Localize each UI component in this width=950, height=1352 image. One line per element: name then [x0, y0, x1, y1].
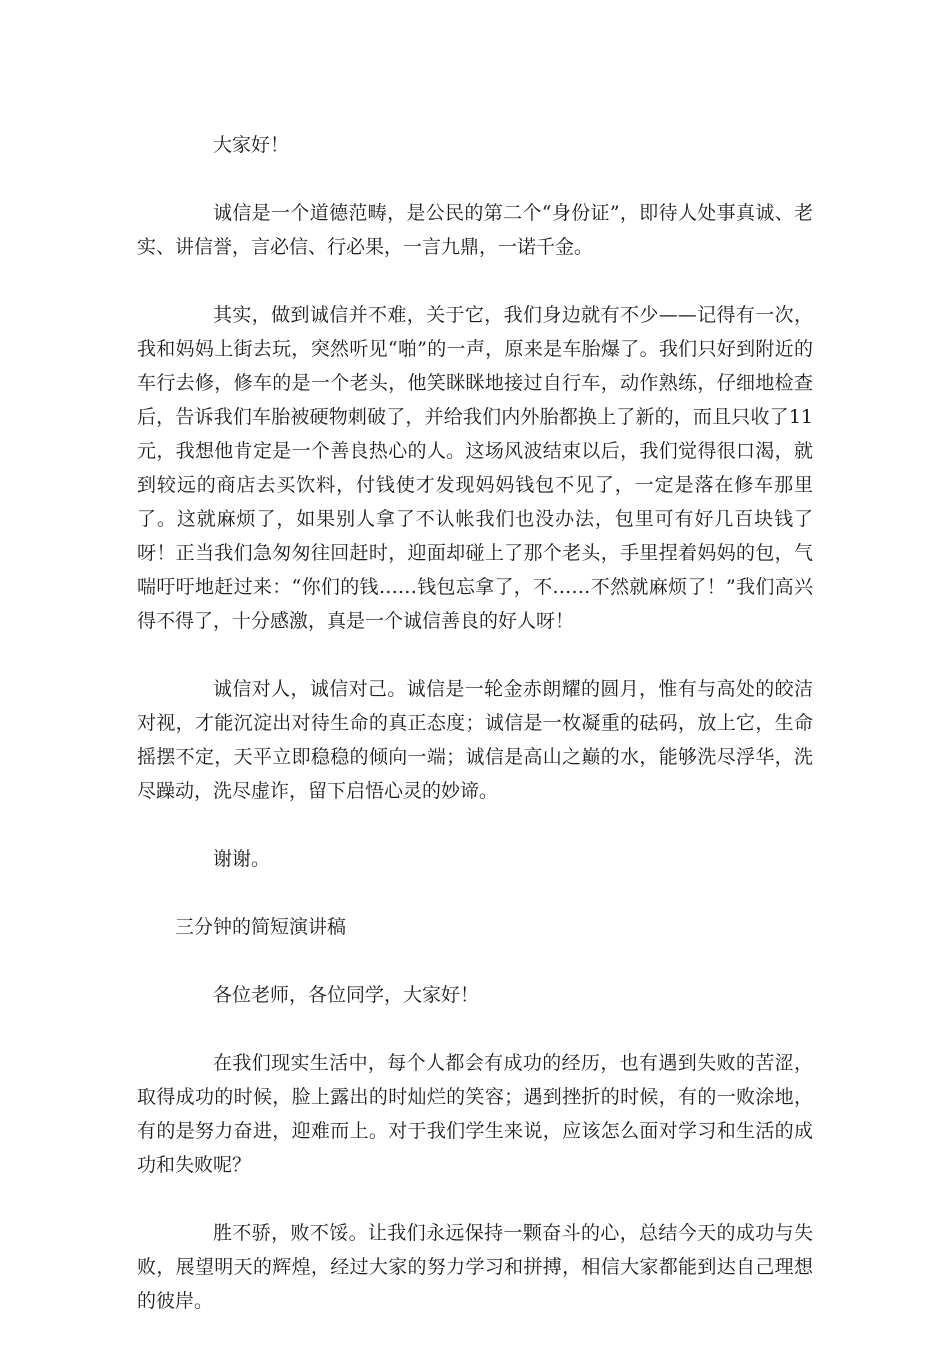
- closing-paragraph: 谢谢。: [213, 848, 271, 870]
- body-paragraph: 诚信对人，诚信对己。诚信是一轮金赤朗耀的圆月，惟有与高处的皎洁对视，才能沉淀出对待生命的真正态度；诚信是一枚凝重的砝码，放上它，生命摇摆不定，天平立即稳稳的倾向一端；诚信是高山之巅的水，能够洗尽浮华，洗尽躁动，洗尽虚诈，留下启悟心灵的妙谛。: [137, 678, 813, 802]
- section-title: 三分钟的简短演讲稿: [175, 916, 347, 938]
- body-paragraph: 诚信是一个道德范畴，是公民的第二个“身份证”，即待人处事真诚、老实、讲信誉，言必信、行必果，一言九鼎，一诺千金。: [137, 202, 813, 258]
- document-body: [137, 128, 813, 1352]
- body-paragraph: 在我们现实生活中，每个人都会有成功的经历，也有遇到失败的苦涩，取得成功的时候，脸上露出的时灿烂的笑容；遇到挫折的时候，有的一败涂地，有的是努力奋进，迎难而上。对于我们学生来说，应该怎么面对学习和生活的成功和失败呢？: [137, 1052, 813, 1176]
- greeting-paragraph: 大家好！: [213, 134, 290, 156]
- body-paragraph: 其实，做到诚信并不难，关于它，我们身边就有不少——记得有一次，我和妈妈上街去玩，突然听见“啪”的一声，原来是车胎爆了。我们只好到附近的车行去修，修车的是一个老头，他笑眯眯地接过自行车，动作熟练，仔细地检查后，告诉我们车胎被硬物刺破了，并给我们内外胎都换上了新的，而且只收了11元，我想他肯定是一个善良热心的人。这场风波结束以后，我们觉得很口渴，就到较远的商店去买饮料，付钱使才发现妈妈钱包不见了，一定是落在修车那里了。这就麻烦了，如果别人拿了不认帐我们也没办法，包里可有好几百块钱了呀！正当我们急匆匆往回赶时，迎面却碰上了那个老头，手里捏着妈妈的包，气喘吁吁地赶过来：“你们的钱……钱包忘拿了，不……不然就麻烦了！”我们高兴得不得了，十分感激，真是一个诚信善良的好人呀！: [137, 304, 813, 632]
- body-paragraph: 胜不骄，败不馁。让我们永远保持一颗奋斗的心，总结今天的成功与失败，展望明天的辉煌，经过大家的努力学习和拼搏，相信大家都能到达自己理想的彼岸。: [137, 1222, 813, 1312]
- greeting-paragraph: 各位老师，各位同学，大家好！: [213, 984, 480, 1006]
